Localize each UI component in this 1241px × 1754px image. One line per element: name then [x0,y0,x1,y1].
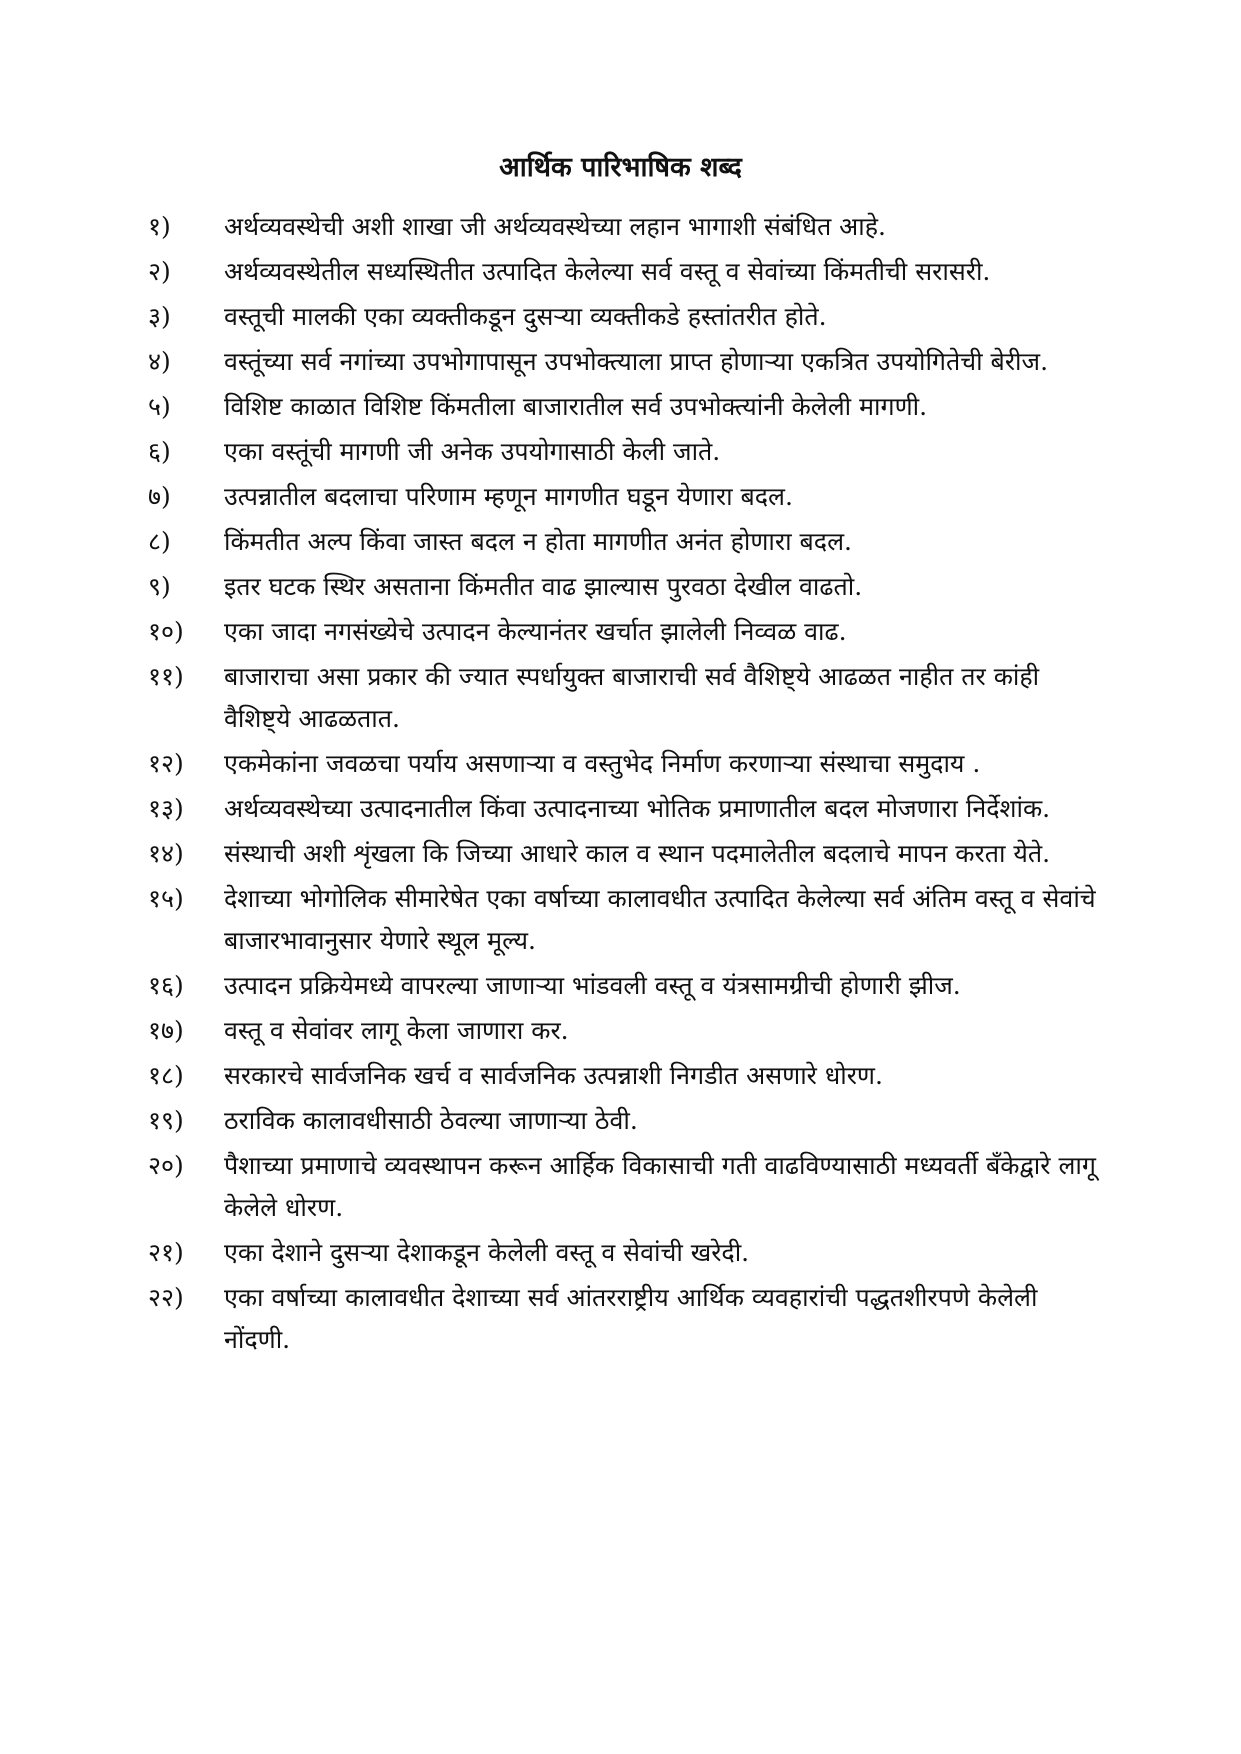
item-number: २०) [148,1151,184,1180]
item-text: वस्तू व सेवांवर लागू केला जाणारा कर. [224,1016,569,1045]
item-text: वस्तूंच्या सर्व नगांच्या उपभोगापासून उपभोक्त्याला प्राप्त होणाऱ्या एकत्रित उपयोगितेची बेरीज. [224,347,1049,376]
item-text: उत्पादन प्रक्रियेमध्ये वापरल्या जाणाऱ्या भांडवली वस्तू व यंत्रसामग्रीची होणारी झीज. [224,971,961,1000]
item-text: अर्थव्यवस्थेच्या उत्पादनातील किंवा उत्पादनाच्या भोतिक प्रमाणातील बदल मोजणारा निर्देशांक. [224,794,1051,823]
list-item [148,965,1098,1007]
item-number: २२) [148,1283,184,1312]
list-item [148,743,1098,785]
item-text: एका जादा नगसंख्येचे उत्पादन केल्यानंतर खर्चात झालेली निव्वळ वाढ. [224,617,847,646]
item-number: ९) [148,572,171,601]
list-item [148,431,1098,473]
item-number: १३) [148,794,184,823]
item-number: १०) [148,617,184,646]
list-item [148,656,1098,740]
list-item [148,341,1098,383]
item-text: संस्थाची अशी शृंखला कि जिच्या आधारे काल व स्थान पदमालेतील बदलाचे मापन करता येते. [224,839,1051,868]
item-text: सरकारचे सार्वजनिक खर्च व सार्वजनिक उत्पन्नाशी निगडीत असणारे धोरण. [224,1061,883,1090]
item-number: ३) [148,302,171,331]
item-number: ५) [148,392,171,421]
item-text: वस्तूची मालकी एका व्यक्तीकडून दुसऱ्या व्यक्तीकडे हस्तांतरीत होते. [224,302,827,331]
item-number: १६) [148,971,184,1000]
item-number: १७) [148,1016,184,1045]
item-number: ४) [148,347,171,376]
list-item [148,878,1098,962]
list-item [148,1100,1098,1142]
list-item [148,611,1098,653]
list-item [148,476,1098,518]
item-number: ६) [148,437,171,466]
list-item [148,833,1098,875]
list-item [148,1010,1098,1052]
list-item [148,566,1098,608]
term-list [148,206,1098,1364]
item-number: १४) [148,839,184,868]
item-text: किंमतीत अल्प किंवा जास्त बदल न होता मागणीत अनंत होणारा बदल. [224,527,852,556]
list-item [148,1277,1098,1361]
item-text: उत्पन्नातील बदलाचा परिणाम म्हणून मागणीत घडून येणारा बदल. [224,482,793,511]
item-number: १८) [148,1061,184,1090]
item-text: देशाच्या भोगोलिक सीमारेषेत एका वर्षाच्या कालावधीत उत्पादित केलेल्या सर्व अंतिम वस्तू व सेवांचे बाजारभावानुसार येणारे स्थूल मूल्य. [224,884,1096,955]
item-number: २१) [148,1238,184,1267]
list-item [148,206,1098,248]
item-number: १) [148,212,171,241]
item-text: विशिष्ट काळात विशिष्ट किंमतीला बाजारातील सर्व उपभोक्त्यांनी केलेली मागणी. [224,392,928,421]
item-text: एका देशाने दुसऱ्या देशाकडून केलेली वस्तू व सेवांची खरेदी. [224,1238,750,1267]
list-item [148,296,1098,338]
item-text: ठराविक कालावधीसाठी ठेवल्या जाणाऱ्या ठेवी. [224,1106,638,1135]
item-text: एकमेकांना जवळचा पर्याय असणाऱ्या व वस्तुभेद निर्माण करणाऱ्या संस्थाचा समुदाय . [224,749,981,778]
item-number: १९) [148,1106,184,1135]
list-item [148,521,1098,563]
page-title: आर्थिक पारिभाषिक शब्द [499,152,742,183]
list-item [148,788,1098,830]
item-text: एका वस्तूंची मागणी जी अनेक उपयोगासाठी केली जाते. [224,437,721,466]
item-text: पैशाच्या प्रमाणाचे व्यवस्थापन करून आर्हिक विकासाची गती वाढविण्यासाठी मध्यवर्ती बँकेद्वारे लागू केलेले धोरण. [224,1151,1096,1222]
item-number: १५) [148,884,184,913]
item-number: ७) [148,482,171,511]
list-item [148,1055,1098,1097]
item-number: ८) [148,527,171,556]
item-text: अर्थव्यवस्थेची अशी शाखा जी अर्थव्यवस्थेच्या लहान भागाशी संबंधित आहे. [224,212,886,241]
item-text: बाजाराचा असा प्रकार की ज्यात स्पर्धायुक्त बाजाराची सर्व वैशिष्ट्ये आढळत नाहीत तर कांही वैशिष्ट्ये आढळतात. [224,662,1040,733]
list-item [148,386,1098,428]
list-item [148,1232,1098,1274]
list-item [148,1145,1098,1229]
item-text: इतर घटक स्थिर असताना किंमतीत वाढ झाल्यास पुरवठा देखील वाढतो. [224,572,863,601]
item-text: अर्थव्यवस्थेतील सध्यस्थितीत उत्पादित केलेल्या सर्व वस्तू व सेवांच्या किंमतीची सरासरी. [224,257,991,286]
list-item [148,251,1098,293]
item-number: २) [148,257,171,286]
item-number: ११) [148,662,184,691]
item-text: एका वर्षाच्या कालावधीत देशाच्या सर्व आंतरराष्ट्रीय आर्थिक व्यवहारांची पद्धतशीरपणे केलेली नोंदणी. [224,1283,1038,1354]
item-number: १२) [148,749,184,778]
